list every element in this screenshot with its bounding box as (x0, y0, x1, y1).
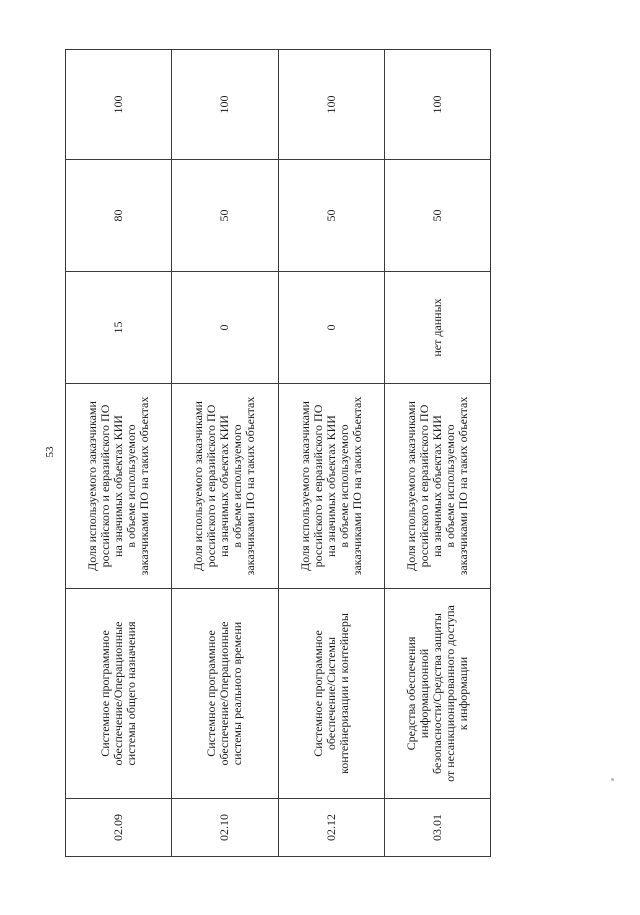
row-target-value: 100 (278, 50, 384, 160)
row-intermediate-value: 80 (66, 160, 172, 272)
row-target-value: 100 (384, 50, 490, 160)
table-row (66, 50, 172, 857)
page-number: 53 (44, 446, 56, 458)
row-baseline-value: 0 (172, 272, 278, 384)
row-baseline-value: нет данных (384, 272, 490, 384)
row-category-name: Средства обеспечения информационной безопасности/Средства защиты от несанкционированного доступа к информации (384, 589, 490, 799)
row-category-name: Системное программное обеспечение/Операционные системы общего назначения (66, 589, 172, 799)
row-indicator: Доля используемого заказчиками российского и евразийского ПО на значимых объектах КИИ в объеме используемого заказчиками ПО на таких объектах (384, 384, 490, 589)
row-intermediate-value: 50 (384, 160, 490, 272)
table-row (278, 50, 384, 857)
row-code: 02.12 (278, 799, 384, 857)
row-target-value: 100 (172, 50, 278, 160)
row-indicator: Доля используемого заказчиками российского и евразийского ПО на значимых объектах КИИ в объеме используемого заказчиками ПО на таких объектах (172, 384, 278, 589)
row-code: 02.10 (172, 799, 278, 857)
row-baseline-value: 0 (278, 272, 384, 384)
row-intermediate-value: 50 (172, 160, 278, 272)
row-baseline-value: 15 (66, 272, 172, 384)
rotated-table-wrapper (65, 50, 491, 857)
table-row (384, 50, 490, 857)
row-indicator: Доля используемого заказчиками российского и евразийского ПО на значимых объектах КИИ в объеме используемого заказчиками ПО на таких объектах (66, 384, 172, 589)
row-code: 02.09 (66, 799, 172, 857)
row-code: 03.01 (384, 799, 490, 857)
row-intermediate-value: 50 (278, 160, 384, 272)
row-category-name: Системное программное обеспечение/Операционные системы реального времени (172, 589, 278, 799)
row-indicator: Доля используемого заказчиками российского и евразийского ПО на значимых объектах КИИ в объеме используемого заказчиками ПО на таких объектах (278, 384, 384, 589)
row-target-value: 100 (66, 50, 172, 160)
scan-speck (611, 778, 614, 781)
table-row (172, 50, 278, 857)
row-category-name: Системное программное обеспечение/Системы контейнеризации и контейнеры (278, 589, 384, 799)
software-indicators-table (65, 49, 491, 857)
